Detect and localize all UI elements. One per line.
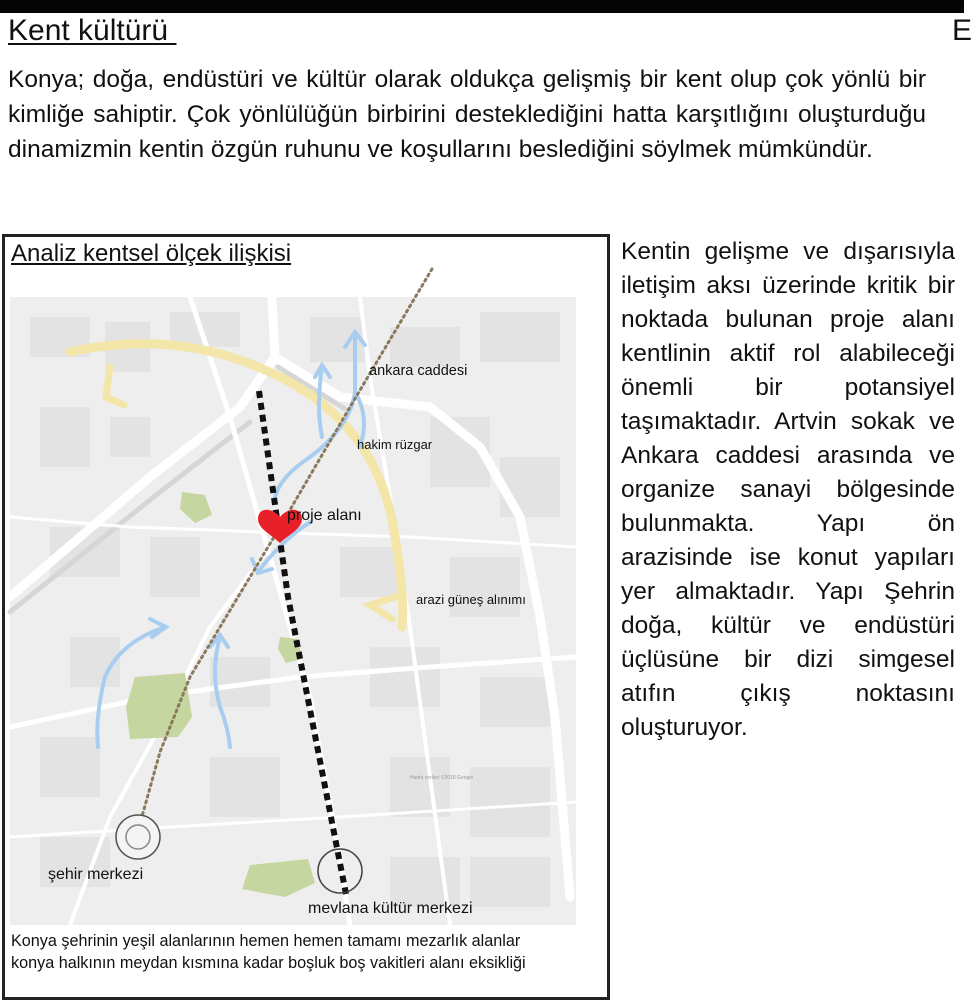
caption-line-1: Konya şehrinin yeşil alanlarının hemen hemen tamamı mezarlık alanlar bbox=[11, 932, 521, 950]
side-paragraph: Kentin gelişme ve dışarısıyla iletişim aksı üzerinde kritik bir noktada bulunan proje alanı kentlinin aktif rol alabileceği önemli bir potansiyel taşımaktadır. Artvin sokak ve Ankara caddesi arasında ve organize sanayi bölgesinde bulunmakta. Yapı ön arazisinde ise konut yapıları yer almaktadır. Yapı Şehrin doğa, kültür ve endüstüri üçlüsüne bir dizi simgesel atıfın çıkış noktasını oluşturuyor. bbox=[621, 238, 955, 741]
intro-paragraph: Konya; doğa, endüstüri ve kültür olarak oldukça gelişmiş bir kent olup çok yönlü bir kimliğe sahiptir. Çok yönlülüğün birbirini desteklediğini hatta karşıtlığını oluşturduğu dinamizmin kentin özgün ruhunu ve koşullarını beslediğini söylmek mümkündür. bbox=[8, 66, 926, 163]
analysis-frame bbox=[2, 234, 610, 1000]
label-sehir-merkezi: şehir merkezi bbox=[48, 866, 144, 883]
label-mevlana: mevlana kültür merkezi bbox=[308, 900, 473, 917]
label-arazi-gunes: arazi güneş alınımı bbox=[416, 592, 526, 607]
top-bar bbox=[0, 0, 964, 13]
analysis-title: Analiz kentsel ölçek ilişkisi bbox=[11, 239, 295, 269]
urban-analysis-map bbox=[10, 297, 576, 925]
park-3 bbox=[126, 673, 192, 739]
map-graphic bbox=[10, 297, 576, 925]
label-hakim-ruzgar: hakim rüzgar bbox=[357, 437, 433, 452]
map-credit: Harita verileri ©2018 Google bbox=[410, 775, 474, 781]
caption-line-2: konya halkının meydan kısmına kadar boşluk boş vakitleri alanı eksikliği bbox=[11, 954, 526, 972]
page-title: Kent kültürü bbox=[8, 14, 177, 47]
map-caption bbox=[11, 930, 606, 974]
label-ankara-caddesi: ankara caddesi bbox=[369, 363, 468, 379]
label-proje-alani: proje alanı bbox=[287, 507, 362, 524]
cropped-next-heading: E bbox=[952, 14, 972, 47]
city-center-marker-icon bbox=[116, 815, 160, 859]
